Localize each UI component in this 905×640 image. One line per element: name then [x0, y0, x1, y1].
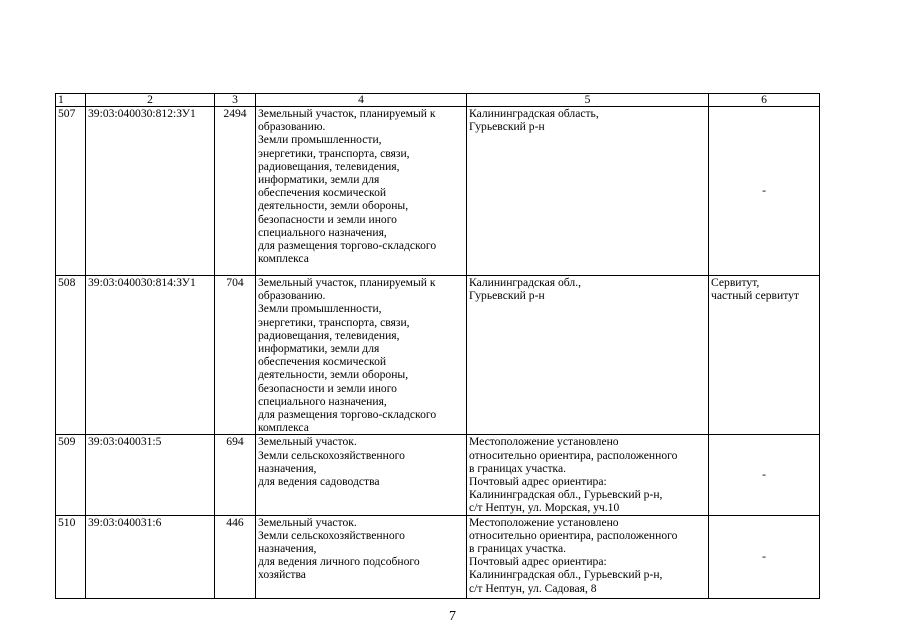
- plot-encumbrance: -: [709, 435, 820, 515]
- land-plots-table: [55, 93, 820, 599]
- plot-encumbrance: -: [709, 515, 820, 598]
- plot-location: Местоположение установлено относительно ориентира, расположенного в границах участка. Почтовый адрес ориентира: Калининградская обл., Гурьевский р-н, с/т Нептун, ул. Садовая, 8: [467, 515, 709, 598]
- row-number: 507: [56, 107, 86, 276]
- table-row: [56, 276, 820, 435]
- plot-location: Местоположение установлено относительно ориентира, расположенного в границах участка. Почтовый адрес ориентира: Калининградская обл., Гурьевский р-н, с/т Нептун, ул. Морская, уч.10: [467, 435, 709, 515]
- cadastral-number: 39:03:040030:814:ЗУ1: [86, 276, 215, 435]
- plot-description: Земельный участок, планируемый к образованию. Земли промышленности, энергетики, транспорта, связи, радиовещания, телевидения, информатики, земли для обеспечения космической деятельности, земли обороны, безопасности и земли иного специального назначения, для размещения торгово-складского комплекса: [256, 107, 467, 276]
- column-header-5: 5: [467, 94, 709, 107]
- row-number: 509: [56, 435, 86, 515]
- plot-description: Земельный участок. Земли сельскохозяйственного назначения, для ведения личного подсобного хозяйства: [256, 515, 467, 598]
- column-number-row: [56, 94, 820, 107]
- cadastral-number: 39:03:040031:5: [86, 435, 215, 515]
- plot-encumbrance: Сервитут, частный сервитут: [709, 276, 820, 435]
- plot-area: 446: [215, 515, 256, 598]
- table-row: [56, 107, 820, 276]
- plot-area: 694: [215, 435, 256, 515]
- plot-location: Калининградская область, Гурьевский р-н: [467, 107, 709, 276]
- column-header-1: 1: [56, 94, 86, 107]
- row-number: 508: [56, 276, 86, 435]
- cadastral-number: 39:03:040031:6: [86, 515, 215, 598]
- column-header-6: 6: [709, 94, 820, 107]
- plot-location: Калининградская обл., Гурьевский р-н: [467, 276, 709, 435]
- column-header-2: 2: [86, 94, 215, 107]
- plot-encumbrance: -: [709, 107, 820, 276]
- plot-description: Земельный участок. Земли сельскохозяйственного назначения, для ведения садоводства: [256, 435, 467, 515]
- column-header-4: 4: [256, 94, 467, 107]
- table-row: [56, 435, 820, 515]
- row-number: 510: [56, 515, 86, 598]
- plot-area: 2494: [215, 107, 256, 276]
- plot-area: 704: [215, 276, 256, 435]
- column-header-3: 3: [215, 94, 256, 107]
- page-number: 7: [449, 609, 456, 624]
- plot-description: Земельный участок, планируемый к образованию. Земли промышленности, энергетики, транспорта, связи, радиовещания, телевидения, информатики, земли для обеспечения космической деятельности, земли обороны, безопасности и земли иного специального назначения, для размещения торгово-складского комплекса: [256, 276, 467, 435]
- table-row: [56, 515, 820, 598]
- cadastral-number: 39:03:040030:812:ЗУ1: [86, 107, 215, 276]
